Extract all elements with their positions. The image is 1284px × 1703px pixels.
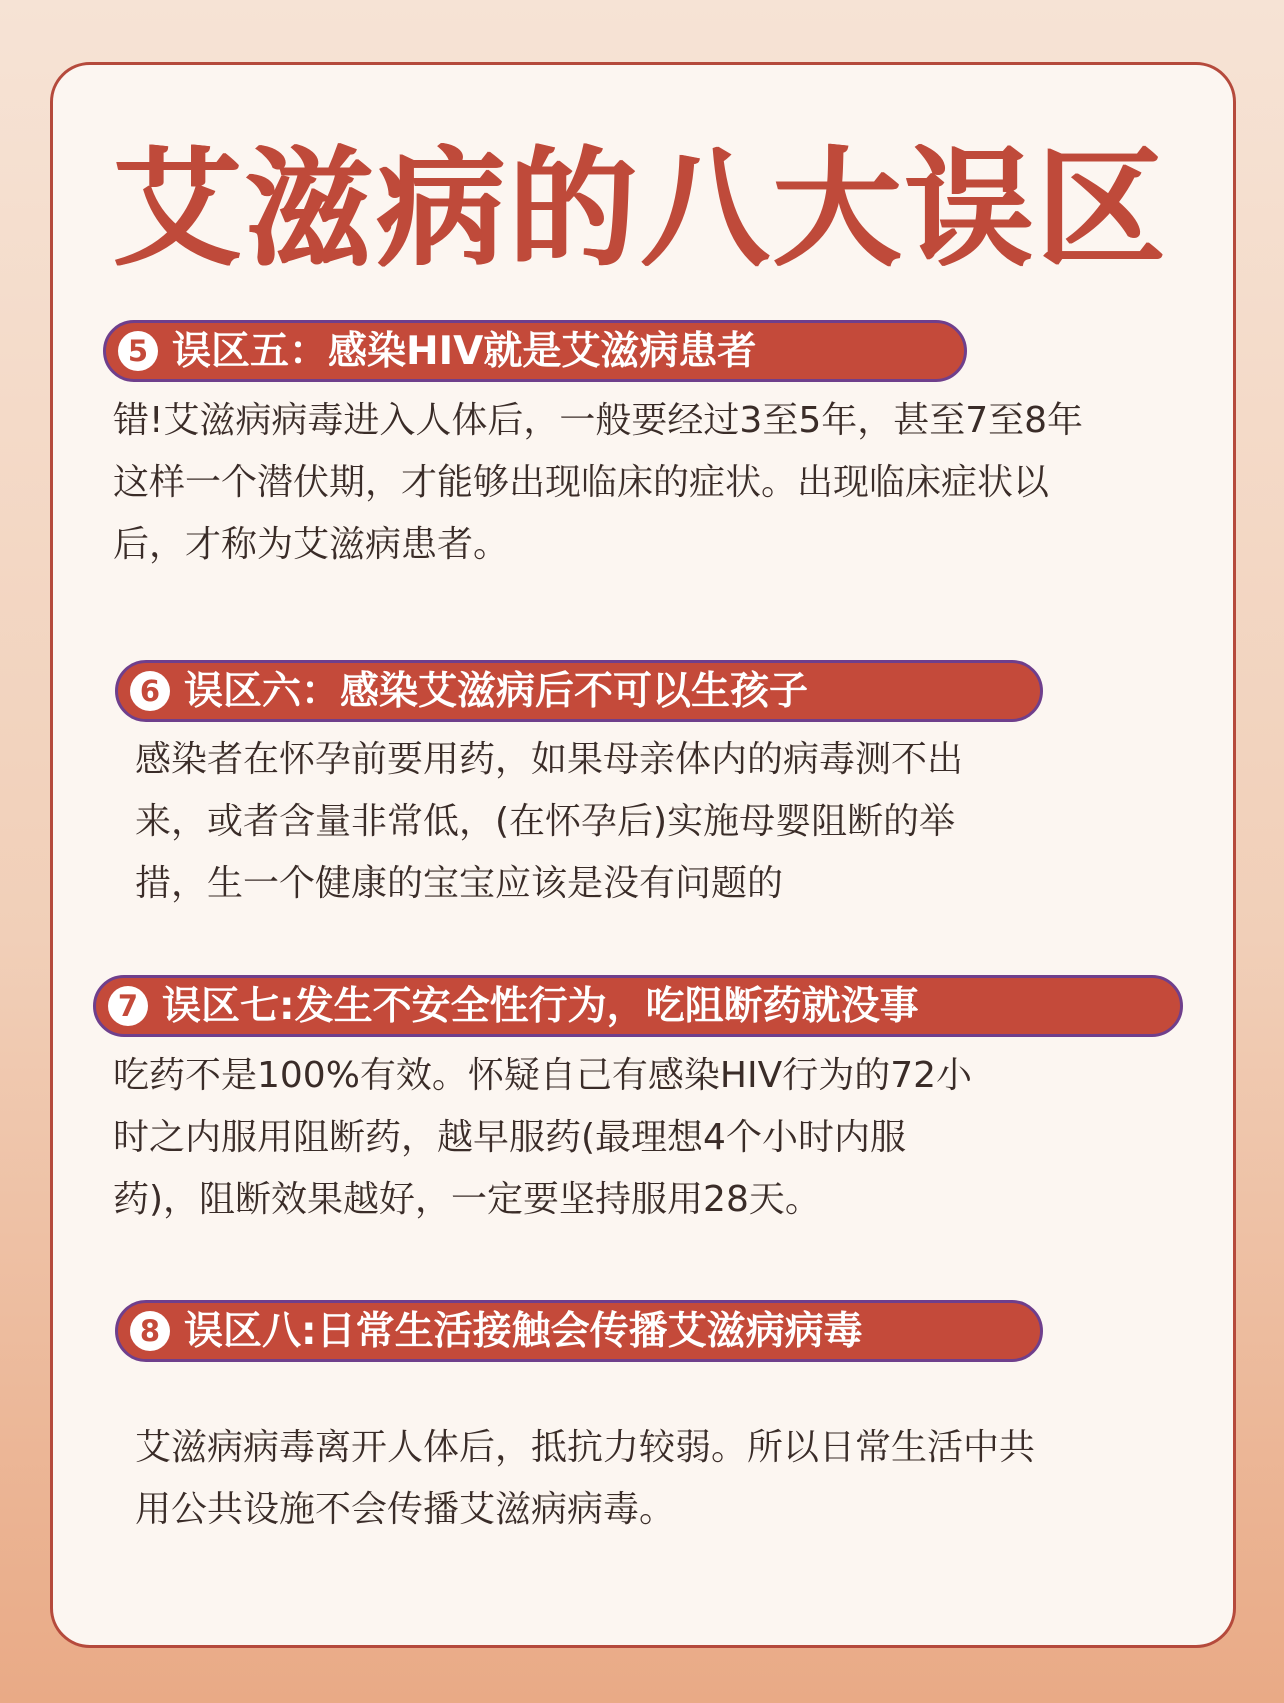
section-6-line-3: 措，生一个健康的宝宝应该是没有问题的 — [135, 863, 784, 904]
section-6-heading-text: 误区六：感染艾滋病后不可以生孩子 — [184, 668, 809, 714]
section-8-heading-text: 误区八:日常生活接触会传播艾滋病病毒 — [184, 1308, 863, 1354]
section-6-line-1: 感染者在怀孕前要用药，如果母亲体内的病毒测不出 — [135, 739, 964, 780]
section-5-body — [113, 390, 1083, 576]
section-8-line-1: 艾滋病病毒离开人体后，抵抗力较弱。所以日常生活中共 — [135, 1427, 1036, 1468]
section-8-heading — [115, 1300, 1043, 1362]
section-8-body — [135, 1417, 1035, 1541]
number-5-badge: 5 — [118, 331, 158, 371]
section-6-body — [135, 729, 963, 915]
section-7-heading — [93, 975, 1183, 1037]
section-8-line-2: 用公共设施不会传播艾滋病病毒。 — [135, 1489, 676, 1530]
content-card — [50, 62, 1236, 1648]
section-5-line-3: 后，才称为艾滋病患者。 — [113, 524, 510, 565]
section-5-heading-text: 误区五：感染HIV就是艾滋病患者 — [172, 328, 757, 374]
section-7-heading-text: 误区七:发生不安全性行为，吃阻断药就没事 — [162, 983, 919, 1029]
section-7-line-3: 药)，阻断效果越好，一定要坚持服用28天。 — [113, 1179, 821, 1220]
section-7-line-1: 吃药不是100%有效。怀疑自己有感染HIV行为的72小 — [113, 1055, 973, 1096]
number-6-badge: 6 — [130, 671, 170, 711]
section-5-line-1: 错!艾滋病病毒进入人体后，一般要经过3至5年，甚至7至8年 — [113, 400, 1084, 441]
section-6-line-2: 来，或者含量非常低，(在怀孕后)实施母婴阻断的举 — [135, 801, 956, 842]
section-7-body — [113, 1045, 972, 1231]
number-8-badge: 8 — [130, 1311, 170, 1351]
section-7-line-2: 时之内服用阻断药，越早服药(最理想4个小时内服 — [113, 1117, 906, 1158]
section-5-line-2: 这样一个潜伏期，才能够出现临床的症状。出现临床症状以 — [113, 462, 1050, 503]
section-6-heading — [115, 660, 1043, 722]
number-7-badge: 7 — [108, 986, 148, 1026]
page-title: 艾滋病的八大误区 — [113, 135, 1170, 284]
section-5-heading — [103, 320, 967, 382]
